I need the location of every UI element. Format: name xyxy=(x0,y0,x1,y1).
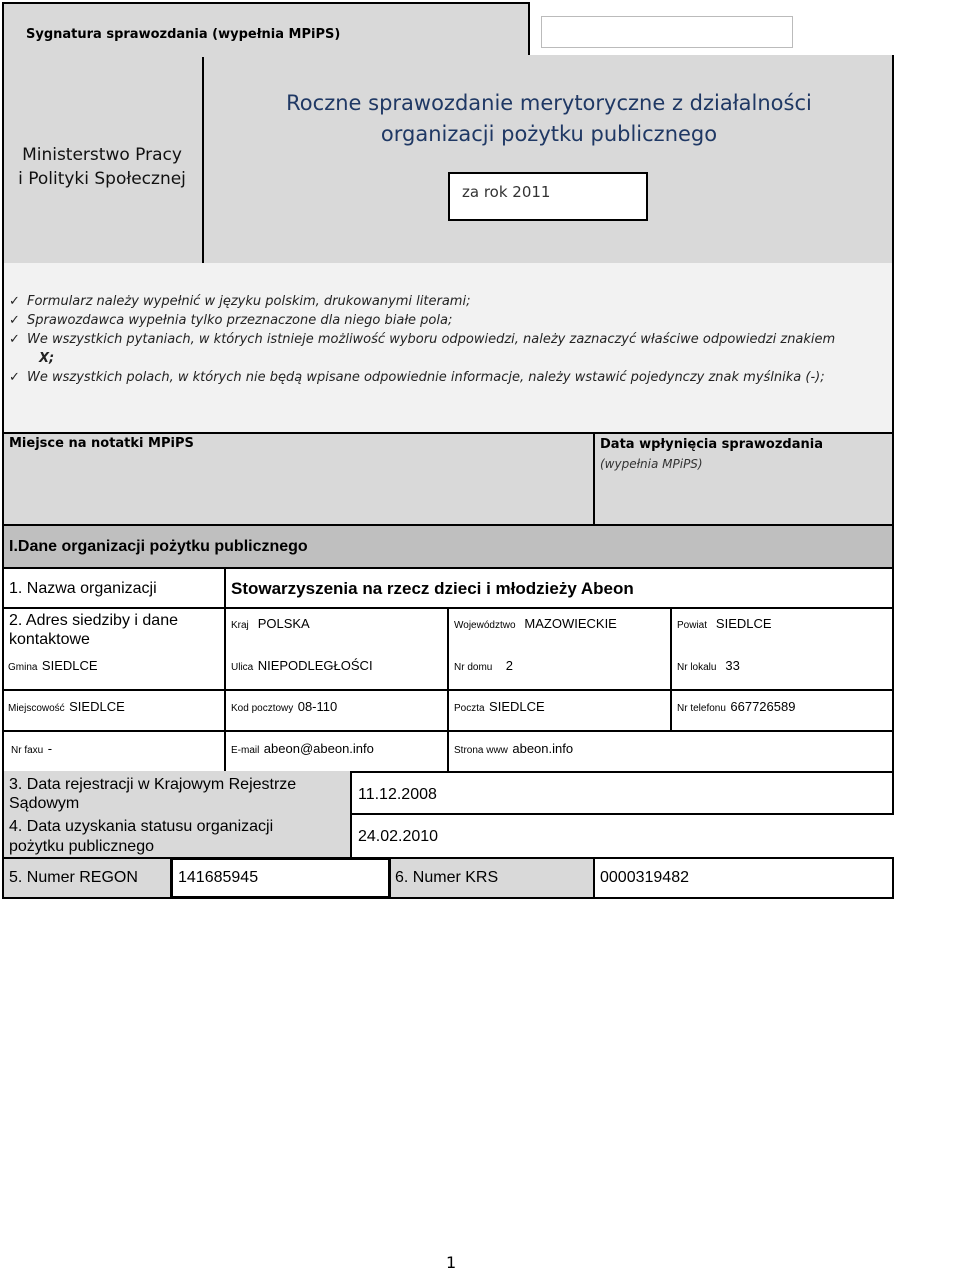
nrlokalu-label: Nr lokalu xyxy=(677,662,717,673)
kod-label: Kod pocztowy xyxy=(231,703,294,714)
fax-label: Nr faxu xyxy=(11,745,44,756)
krs-reg-value: 11.12.2008 xyxy=(358,786,437,803)
report-title-line-2: organizacji pożytku publicznego xyxy=(380,122,718,146)
ministry-name xyxy=(4,143,200,191)
nrdomu-value: 2 xyxy=(505,658,513,673)
kod-value: 08-110 xyxy=(297,699,338,714)
krs-label: 6. Numer KRS xyxy=(395,869,499,886)
krs-value: 0000319482 xyxy=(600,869,689,886)
report-title-line-1: Roczne sprawozdanie merytoryczne z działalności xyxy=(286,91,812,115)
receipt-date-sublabel: (wypełnia MPiPS) xyxy=(600,457,703,471)
krs-reg-label: 3. Data rejestracji w Krajowym Rejestrze Sądowym xyxy=(9,776,297,812)
tel-label: Nr telefonu xyxy=(677,703,726,714)
www-value: abeon.info xyxy=(512,741,574,756)
receipt-date-label: Data wpłynięcia sprawozdania xyxy=(600,437,823,452)
woj-field xyxy=(454,615,617,633)
checkmark-icon: ✓ xyxy=(9,313,20,328)
email-value: abeon@abeon.info xyxy=(263,741,374,756)
miejscowosc-value: SIEDLCE xyxy=(69,699,125,714)
kod-field xyxy=(231,698,337,716)
signature-inner-box xyxy=(541,16,793,48)
woj-label: Województwo xyxy=(454,620,516,631)
section1-title: I.Dane organizacji pożytku publicznego xyxy=(9,538,308,555)
fax-value: - xyxy=(47,741,53,756)
mpips-notes-label: Miejsce na notatki MPiPS xyxy=(9,436,194,451)
nrdomu-label: Nr domu xyxy=(454,662,493,673)
miejscowosc-label: Miejscowość xyxy=(8,703,65,714)
opp-label: 4. Data uzyskania statusu organizacji pożytku publicznego xyxy=(9,818,274,855)
fax-field xyxy=(11,740,52,758)
report-title xyxy=(204,88,894,150)
ulica-value: NIEPODLEGŁOŚCI xyxy=(257,658,373,673)
org-name-label: 1. Nazwa organizacji xyxy=(9,580,157,597)
org-name-value: Stowarzyszenia na rzecz dzieci i młodzieży Abeon xyxy=(231,579,634,598)
miejscowosc-field xyxy=(8,698,125,716)
poczta-field xyxy=(454,698,545,716)
tel-value: 667726589 xyxy=(730,699,796,714)
poczta-label: Poczta xyxy=(454,703,485,714)
kraj-label: Kraj xyxy=(231,620,249,631)
instruction-item: ✓ We wszystkich polach, w których nie będą wpisane odpowiednie informacje, należy wstawić pojedynczy znak myślnika (-); xyxy=(9,370,825,385)
powiat-value: SIEDLCE xyxy=(715,616,772,631)
report-year: za rok 2011 xyxy=(462,183,551,201)
instruction-item-continued: X; xyxy=(39,351,55,366)
signature-label: Sygnatura sprawozdania (wypełnia MPiPS) xyxy=(26,27,341,42)
nrlokalu-value: 33 xyxy=(725,658,740,673)
ulica-field xyxy=(231,657,373,675)
report-year-field[interactable] xyxy=(448,172,648,221)
ministry-line-1: Ministerstwo Pracy xyxy=(22,145,182,165)
instructions-list xyxy=(9,292,889,387)
kraj-field xyxy=(231,615,310,633)
page-number: 1 xyxy=(446,1253,457,1271)
email-label: E-mail xyxy=(231,745,260,756)
instruction-item: ✓ We wszystkich pytaniach, w których istnieje możliwość wyboru odpowiedzi, należy zaznaczyć właściwe odpowiedzi znakiem xyxy=(9,332,836,347)
nrdomu-field xyxy=(454,657,513,675)
nrlokalu-field xyxy=(677,657,740,675)
regon-value: 141685945 xyxy=(178,869,259,886)
ministry-line-2: i Polityki Społecznej xyxy=(18,169,186,189)
email-field xyxy=(231,740,374,758)
woj-value: MAZOWIECKIE xyxy=(524,616,617,631)
tel-field xyxy=(677,698,795,716)
opp-value: 24.02.2010 xyxy=(358,828,439,845)
notes-divider xyxy=(593,434,595,524)
instruction-item: ✓ Formularz należy wypełnić w języku polskim, drukowanymi literami; xyxy=(9,294,471,309)
gmina-field xyxy=(8,657,98,675)
www-field xyxy=(454,740,573,758)
instruction-item: ✓ Sprawozdawca wypełnia tylko przeznaczone dla niego białe pola; xyxy=(9,313,453,328)
address-label: 2. Adres siedziby i dane kontaktowe xyxy=(9,612,178,648)
regon-label: 5. Numer REGON xyxy=(9,869,138,886)
ulica-label: Ulica xyxy=(231,662,254,673)
gmina-value: SIEDLCE xyxy=(41,658,98,673)
www-label: Strona www xyxy=(454,745,508,756)
checkmark-icon: ✓ xyxy=(9,332,20,347)
checkmark-icon: ✓ xyxy=(9,370,20,385)
checkmark-icon: ✓ xyxy=(9,294,20,309)
poczta-value: SIEDLCE xyxy=(489,699,545,714)
gmina-label: Gmina xyxy=(8,662,38,673)
kraj-value: POLSKA xyxy=(257,616,310,631)
powiat-label: Powiat xyxy=(677,620,708,631)
powiat-field xyxy=(677,615,772,633)
